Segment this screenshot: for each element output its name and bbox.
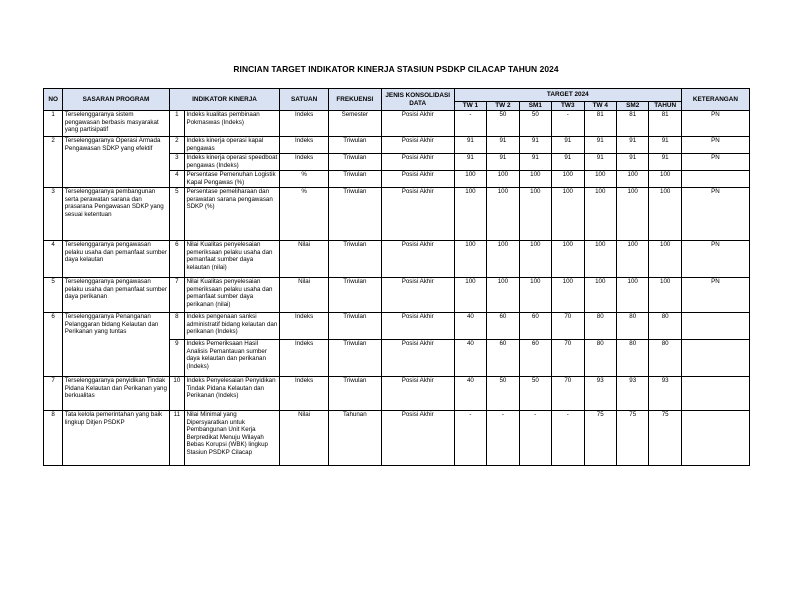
- keterangan-cell: PN: [681, 137, 749, 154]
- frekuensi-cell: Triwulan: [328, 154, 381, 171]
- target-value: 50: [487, 111, 519, 137]
- target-value: 100: [552, 171, 584, 188]
- sasaran-number: 7: [44, 377, 63, 411]
- satuan-cell: Nilai: [280, 278, 329, 313]
- keterangan-cell: PN: [681, 188, 749, 241]
- indicator-number: 8: [169, 313, 184, 340]
- keterangan-cell: [681, 377, 749, 411]
- header-no: NO: [44, 89, 63, 111]
- target-value: 81: [584, 111, 616, 137]
- target-value: 100: [487, 241, 519, 278]
- indicator-number: 11: [169, 411, 184, 466]
- sasaran-program: Terselenggaranya pengawasan pelaku usaha dan pemanfaat sumber daya perikanan: [63, 278, 169, 313]
- header-indikator: INDIKATOR KINERJA: [169, 89, 280, 111]
- target-value: 91: [649, 154, 682, 171]
- target-value: 100: [649, 241, 682, 278]
- keterangan-cell: [681, 411, 749, 466]
- target-value: 100: [616, 278, 648, 313]
- table-row: [44, 313, 750, 340]
- target-value: 91: [552, 137, 584, 154]
- target-value: 81: [649, 111, 682, 137]
- target-value: 91: [519, 137, 551, 154]
- table-row: [44, 241, 750, 278]
- indicator-number: 2: [169, 137, 184, 154]
- page-title: RINCIAN TARGET INDIKATOR KINERJA STASIUN PSDKP CILACAP TAHUN 2024: [233, 64, 559, 74]
- target-value: 50: [519, 377, 551, 411]
- indicator-name: Persentase pemeliharaan dan perawatan sarana pengawasan SDKP (%): [184, 188, 279, 241]
- frekuensi-cell: Semester: [328, 111, 381, 137]
- target-value: 100: [649, 171, 682, 188]
- target-value: 100: [616, 188, 648, 241]
- target-table: [43, 88, 750, 466]
- target-value: 91: [552, 154, 584, 171]
- keterangan-cell: [681, 313, 749, 340]
- target-value: 70: [552, 340, 584, 377]
- indicator-number: 5: [169, 188, 184, 241]
- header-sub-target: SM2: [616, 102, 648, 111]
- jenis-konsolidasi-cell: Posisi Akhir: [381, 137, 454, 154]
- target-value: 91: [649, 137, 682, 154]
- indicator-name: Nilai Kualitas penyelesaian pemeriksaan pelaku usaha dan pemanfaat sumber daya perikanan (nilai): [184, 278, 279, 313]
- target-value: 60: [519, 313, 551, 340]
- sasaran-number: 2: [44, 137, 63, 188]
- satuan-cell: Nilai: [280, 241, 329, 278]
- sasaran-program: Terselenggaranya penyidikan Tindak Pidana Kelautan dan Perikanan yang berkualitas: [63, 377, 169, 411]
- target-value: 91: [584, 154, 616, 171]
- indicator-number: 3: [169, 154, 184, 171]
- target-value: 100: [519, 171, 551, 188]
- target-value: -: [519, 411, 551, 466]
- sasaran-program: Terselenggaranya Penanganan Pelanggaran bidang Kelautan dan Perikanan yang tuntas: [63, 313, 169, 377]
- header-sasaran: SASARAN PROGRAM: [63, 89, 169, 111]
- indicator-number: 6: [169, 241, 184, 278]
- target-value: 75: [649, 411, 682, 466]
- header-target: TARGET 2024: [454, 89, 681, 102]
- target-value: 81: [616, 111, 648, 137]
- header-frekuensi: FREKUENSI: [328, 89, 381, 111]
- satuan-cell: Indeks: [280, 137, 329, 154]
- indicator-name: Persentase Pemenuhan Logistik Kapal Pengawas (%): [184, 171, 279, 188]
- target-value: 100: [519, 188, 551, 241]
- target-value: 100: [616, 171, 648, 188]
- jenis-konsolidasi-cell: Posisi Akhir: [381, 313, 454, 340]
- target-value: 80: [649, 340, 682, 377]
- target-value: 91: [454, 154, 486, 171]
- target-value: 60: [519, 340, 551, 377]
- indicator-name: Indeks pengenaan sanksi administratif bidang kelautan dan perikanan (Indeks): [184, 313, 279, 340]
- target-value: 40: [454, 313, 486, 340]
- satuan-cell: Indeks: [280, 377, 329, 411]
- keterangan-cell: [681, 171, 749, 188]
- target-value: 100: [519, 241, 551, 278]
- jenis-konsolidasi-cell: Posisi Akhir: [381, 340, 454, 377]
- indicator-number: 9: [169, 340, 184, 377]
- indicator-name: Nilai Minimal yang Dipersyaratkan untuk Pembangunan Unit Kerja Berpredikat Menuju Wilayah Bebas Korupsi (WBK) lingkup Stasiun PSDKP Cilacap: [184, 411, 279, 466]
- header-sub-target: TW 4: [584, 102, 616, 111]
- sasaran-program: Terselenggaranya pengawasan pelaku usaha dan pemanfaat sumber daya kelautan: [63, 241, 169, 278]
- frekuensi-cell: Tahunan: [328, 411, 381, 466]
- target-value: 91: [487, 137, 519, 154]
- target-value: 100: [552, 278, 584, 313]
- target-value: 100: [454, 241, 486, 278]
- target-value: 91: [454, 137, 486, 154]
- target-value: 75: [616, 411, 648, 466]
- target-value: -: [487, 411, 519, 466]
- target-value: 91: [616, 137, 648, 154]
- satuan-cell: Indeks: [280, 340, 329, 377]
- keterangan-cell: [681, 340, 749, 377]
- target-value: 100: [649, 188, 682, 241]
- jenis-konsolidasi-cell: Posisi Akhir: [381, 241, 454, 278]
- target-value: 91: [487, 154, 519, 171]
- keterangan-cell: PN: [681, 241, 749, 278]
- target-value: 80: [584, 313, 616, 340]
- jenis-konsolidasi-cell: Posisi Akhir: [381, 171, 454, 188]
- sasaran-number: 8: [44, 411, 63, 466]
- header-sub-target: TW3: [552, 102, 584, 111]
- frekuensi-cell: Triwulan: [328, 278, 381, 313]
- frekuensi-cell: Triwulan: [328, 188, 381, 241]
- target-value: 80: [584, 340, 616, 377]
- target-value: 40: [454, 340, 486, 377]
- sasaran-number: 4: [44, 241, 63, 278]
- header-sub-target: TW 1: [454, 102, 486, 111]
- target-value: 60: [487, 340, 519, 377]
- sasaran-program: Terselenggaranya pembangunan serta perawatan sarana dan prasarana Pengawasan SDKP yang sesuai ketentuan: [63, 188, 169, 241]
- indicator-name: Indeks kinerja operasi speedboat pengawas (Indeks): [184, 154, 279, 171]
- target-value: -: [454, 111, 486, 137]
- jenis-konsolidasi-cell: Posisi Akhir: [381, 411, 454, 466]
- sasaran-number: 5: [44, 278, 63, 313]
- header-satuan: SATUAN: [280, 89, 329, 111]
- indicator-number: 10: [169, 377, 184, 411]
- indicator-name: Nilai Kualitas penyelesaian pemeriksaan pelaku usaha dan pemanfaat sumber daya kelautan (nilai): [184, 241, 279, 278]
- indicator-number: 7: [169, 278, 184, 313]
- header-keterangan: KETERANGAN: [681, 89, 749, 111]
- frekuensi-cell: Triwulan: [328, 313, 381, 340]
- frekuensi-cell: Triwulan: [328, 377, 381, 411]
- header-sub-target: TAHUN: [649, 102, 682, 111]
- table-row: [44, 137, 750, 154]
- jenis-konsolidasi-cell: Posisi Akhir: [381, 111, 454, 137]
- target-value: 50: [487, 377, 519, 411]
- sasaran-number: 3: [44, 188, 63, 241]
- target-value: 80: [616, 340, 648, 377]
- target-value: 80: [616, 313, 648, 340]
- jenis-konsolidasi-cell: Posisi Akhir: [381, 278, 454, 313]
- target-value: 91: [616, 154, 648, 171]
- target-value: 50: [519, 111, 551, 137]
- table-row: [44, 111, 750, 137]
- satuan-cell: %: [280, 188, 329, 241]
- jenis-konsolidasi-cell: Posisi Akhir: [381, 188, 454, 241]
- satuan-cell: Nilai: [280, 411, 329, 466]
- table-row: [44, 188, 750, 241]
- target-value: 100: [454, 188, 486, 241]
- table-row: [44, 411, 750, 466]
- target-value: 80: [649, 313, 682, 340]
- sasaran-program: Terselenggaranya Operasi Armada Pengawasan SDKP yang efektif: [63, 137, 169, 188]
- target-value: 100: [487, 188, 519, 241]
- target-value: 40: [454, 377, 486, 411]
- frekuensi-cell: Triwulan: [328, 340, 381, 377]
- indicator-name: Indeks Penyelesaian Penyidikan Tindak Pidana Kelautan dan Perikanan (Indeks): [184, 377, 279, 411]
- sasaran-number: 1: [44, 111, 63, 137]
- header-sub-target: TW 2: [487, 102, 519, 111]
- satuan-cell: %: [280, 171, 329, 188]
- target-value: 100: [454, 278, 486, 313]
- header-sub-target: SM1: [519, 102, 551, 111]
- frekuensi-cell: Triwulan: [328, 241, 381, 278]
- target-value: 93: [616, 377, 648, 411]
- target-value: 93: [584, 377, 616, 411]
- target-value: -: [552, 111, 584, 137]
- target-value: 100: [519, 278, 551, 313]
- sasaran-program: Tata kelola pemerintahan yang baik lingkup Ditjen PSDKP: [63, 411, 169, 466]
- indicator-name: Indeks Pemeriksaan Hasil Analisis Pemantauan sumber daya kelautan dan perikanan (Indeks): [184, 340, 279, 377]
- target-value: 100: [487, 278, 519, 313]
- jenis-konsolidasi-cell: Posisi Akhir: [381, 154, 454, 171]
- satuan-cell: Indeks: [280, 313, 329, 340]
- frekuensi-cell: Triwulan: [328, 171, 381, 188]
- target-value: -: [552, 411, 584, 466]
- target-value: 100: [649, 278, 682, 313]
- target-value: 60: [487, 313, 519, 340]
- table-row: [44, 377, 750, 411]
- sasaran-program: Terselenggaranya sistem pengawasan berbasis masyarakat yang partisipatif: [63, 111, 169, 137]
- target-value: 100: [584, 278, 616, 313]
- keterangan-cell: PN: [681, 278, 749, 313]
- jenis-konsolidasi-cell: Posisi Akhir: [381, 377, 454, 411]
- table-body: [44, 111, 750, 466]
- table-row: [44, 278, 750, 313]
- target-value: 100: [552, 188, 584, 241]
- frekuensi-cell: Triwulan: [328, 137, 381, 154]
- satuan-cell: Indeks: [280, 154, 329, 171]
- target-value: 100: [454, 171, 486, 188]
- indicator-number: 4: [169, 171, 184, 188]
- target-value: 75: [584, 411, 616, 466]
- target-value: 70: [552, 313, 584, 340]
- header-jenis-konsolidasi: JENIS KONSOLIDASI DATA: [381, 89, 454, 111]
- indicator-number: 1: [169, 111, 184, 137]
- keterangan-cell: PN: [681, 154, 749, 171]
- target-value: 100: [487, 171, 519, 188]
- sasaran-number: 6: [44, 313, 63, 377]
- target-value: 93: [649, 377, 682, 411]
- target-value: 100: [584, 188, 616, 241]
- indicator-name: Indeks kinerja operasi kapal pengawas: [184, 137, 279, 154]
- satuan-cell: Indeks: [280, 111, 329, 137]
- target-value: 100: [584, 171, 616, 188]
- keterangan-cell: PN: [681, 111, 749, 137]
- target-value: 100: [552, 241, 584, 278]
- target-value: 70: [552, 377, 584, 411]
- target-value: 100: [584, 241, 616, 278]
- target-value: -: [454, 411, 486, 466]
- indicator-name: Indeks kualitas pembinaan Pokmaswas (Indeks): [184, 111, 279, 137]
- target-value: 100: [616, 241, 648, 278]
- target-value: 91: [519, 154, 551, 171]
- target-value: 91: [584, 137, 616, 154]
